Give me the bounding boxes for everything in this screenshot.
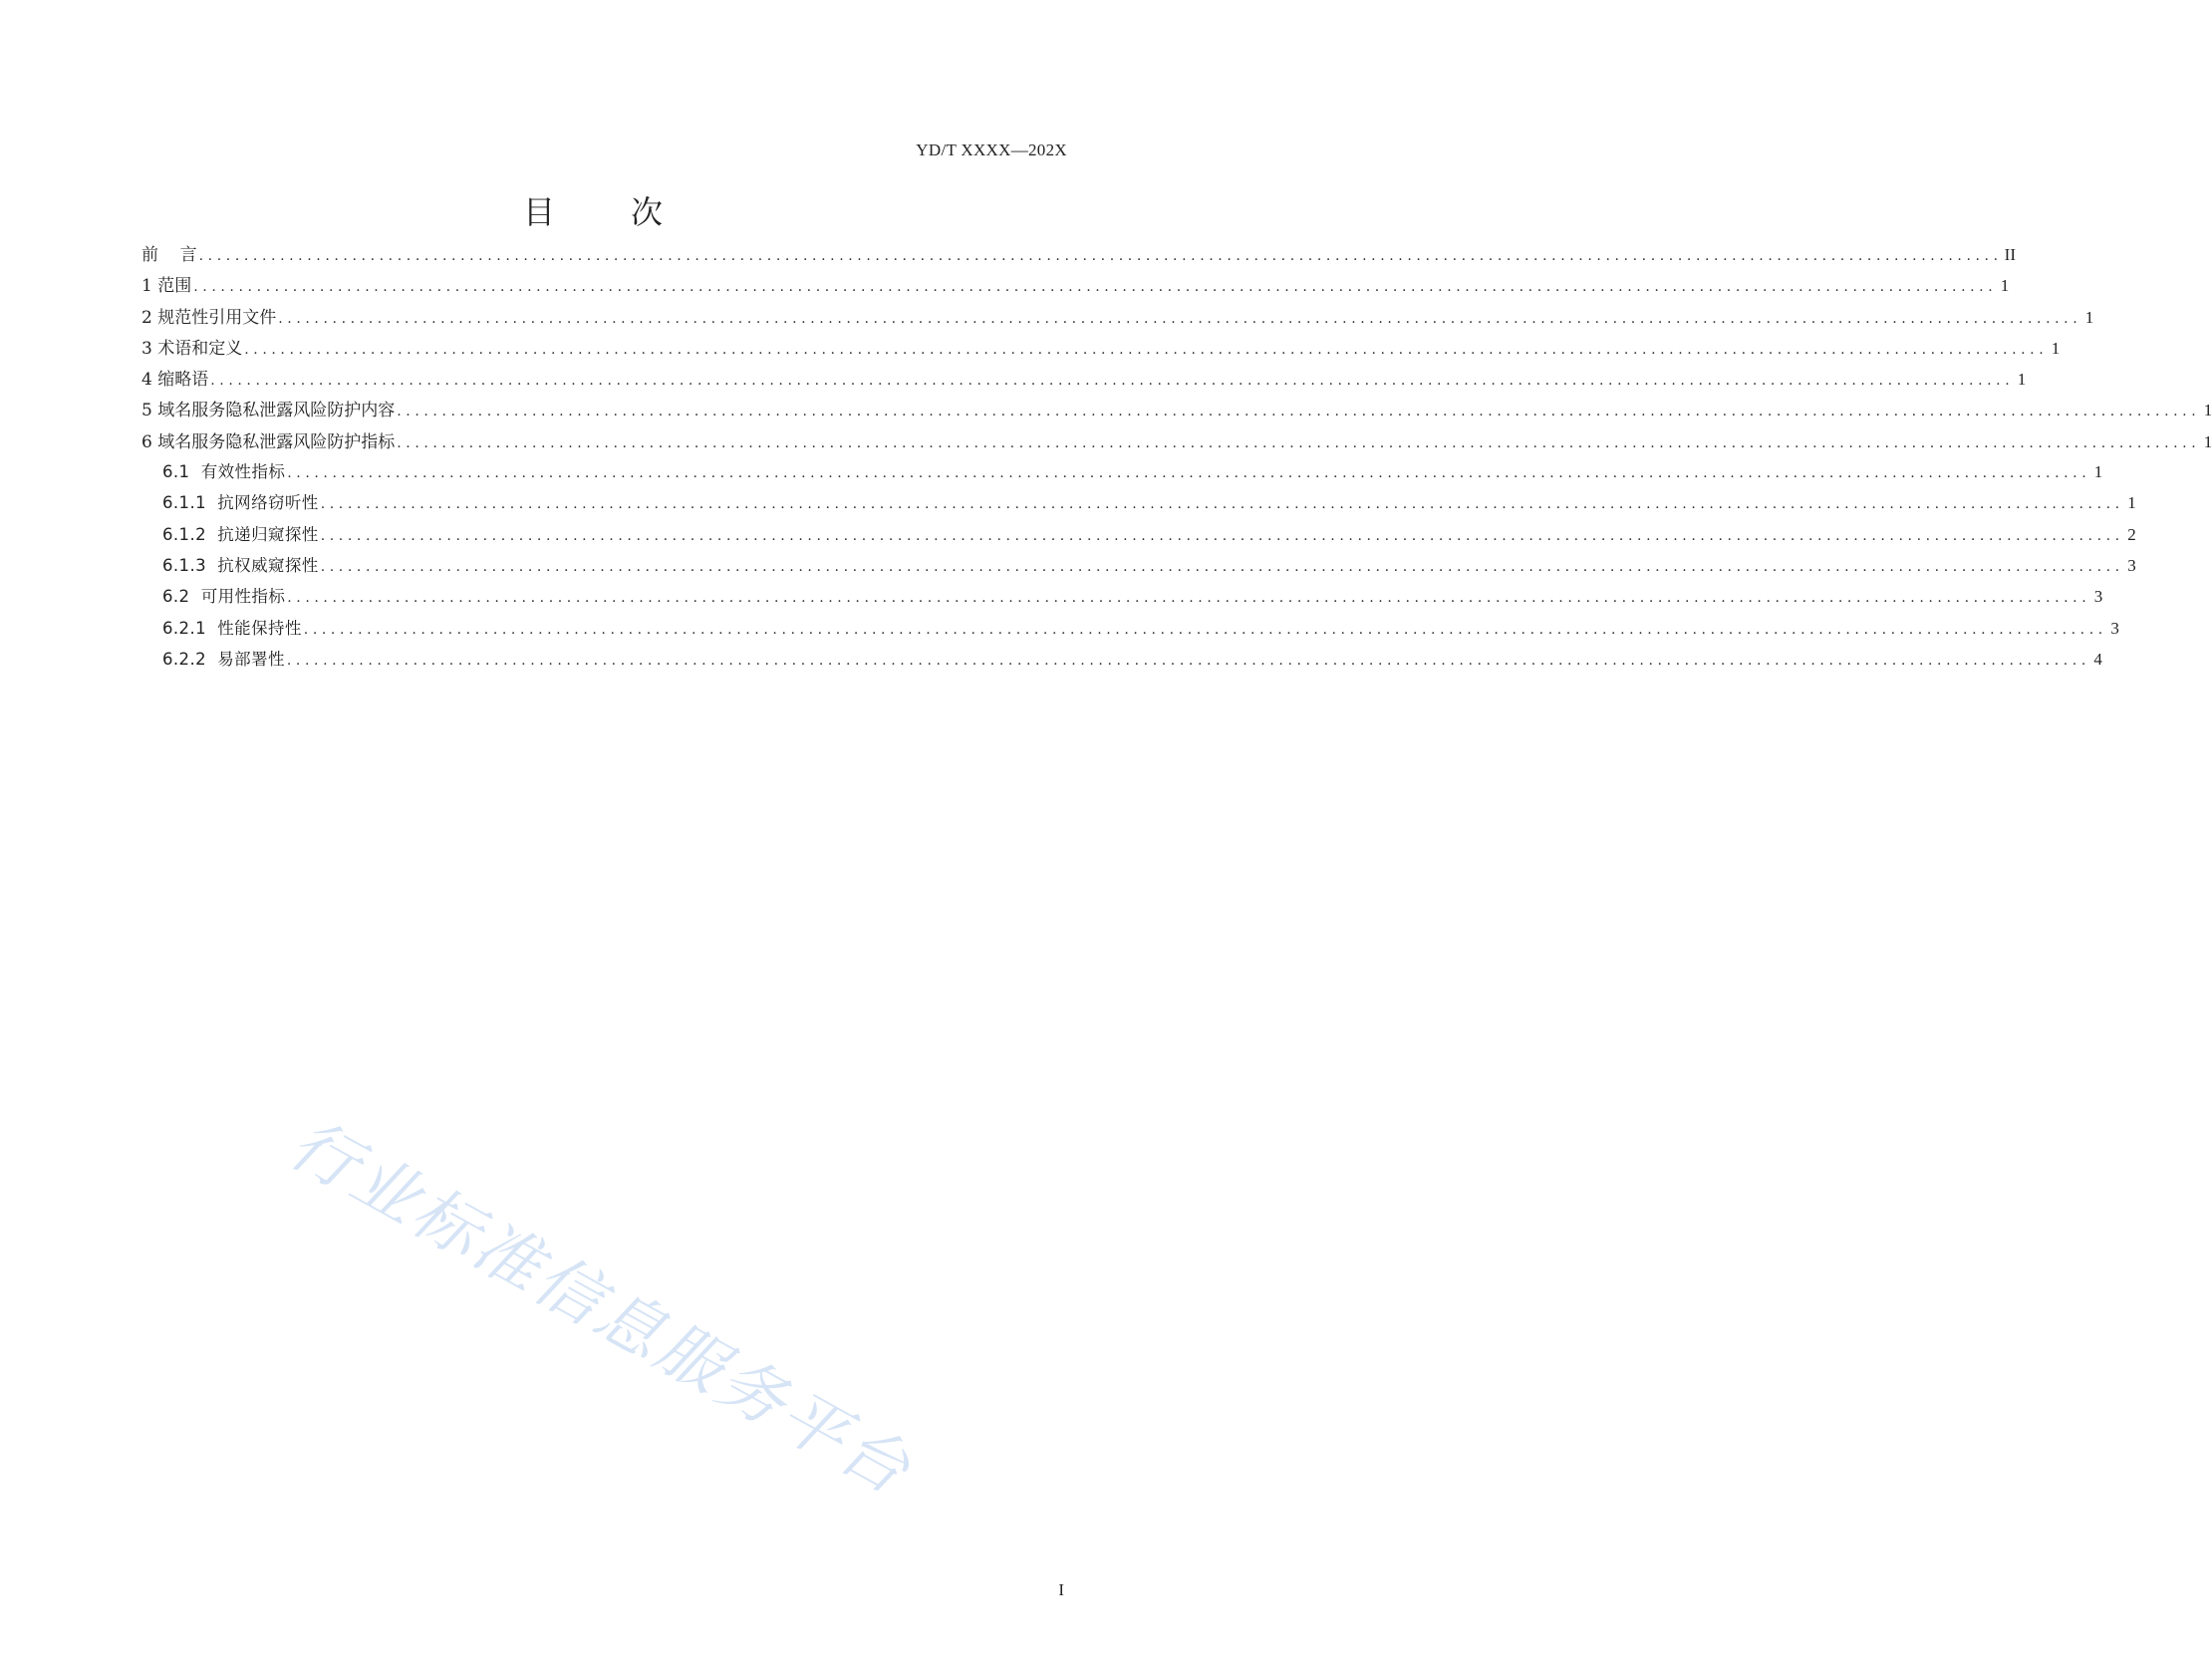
- watermark: 行业标准信息服务平台: [277, 1105, 925, 1511]
- toc-entry[interactable]: [141, 303, 2094, 334]
- toc-dot-leader: ........................................................................................................................................................................................................: [303, 621, 2107, 638]
- toc-entry-label: 6.2.1 性能保持性: [162, 618, 302, 638]
- toc-dot-leader: ........................................................................................................................................................................................................: [287, 465, 2091, 482]
- toc-dot-leader: ........................................................................................................................................................................................................: [397, 404, 2201, 420]
- toc-entry[interactable]: [141, 427, 2212, 458]
- toc-entry[interactable]: [141, 489, 2136, 520]
- toc-dot-leader: ........................................................................................................................................................................................................: [278, 310, 2082, 327]
- toc-entry-page: 1: [2127, 493, 2136, 513]
- toc-entry-page: 1: [2051, 338, 2061, 358]
- toc-entry[interactable]: [141, 365, 2027, 396]
- toc-dot-leader: ........................................................................................................................................................................................................: [193, 279, 1998, 296]
- toc-entry-page: 3: [2127, 555, 2136, 575]
- toc-entry-label: 6.1 有效性指标: [162, 462, 286, 482]
- document-code: YD/T XXXX—202X: [916, 140, 1067, 159]
- toc-entry-page: 2: [2127, 524, 2136, 544]
- toc-entry-page: 1: [2203, 401, 2212, 420]
- toc-dot-leader: ........................................................................................................................................................................................................: [320, 558, 2124, 575]
- toc-dot-leader: ........................................................................................................................................................................................................: [286, 652, 2090, 669]
- toc-entry-label: 5 域名服务隐私泄露风险防护内容: [141, 401, 396, 421]
- toc-dot-leader: ........................................................................................................................................................................................................: [397, 434, 2201, 451]
- toc-entry-label: 6 域名服务隐私泄露风险防护指标: [141, 431, 396, 452]
- toc-entry[interactable]: [141, 334, 2061, 365]
- page-number: I: [1058, 1580, 1064, 1599]
- toc-entry[interactable]: [141, 396, 2212, 426]
- toc-entry-page: 1: [2017, 370, 2027, 390]
- toc-entry[interactable]: [141, 271, 2010, 302]
- toc-entry-page: 1: [2084, 307, 2094, 327]
- toc-entry[interactable]: [141, 615, 2119, 646]
- toc-entry-page: 1: [2000, 276, 2010, 296]
- toc-entry[interactable]: [141, 521, 2136, 552]
- toc-entry-label: 6.2 可用性指标: [162, 587, 286, 607]
- toc-entry-page: 1: [2093, 462, 2103, 482]
- toc-entry[interactable]: [141, 552, 2136, 583]
- toc-entry-page: 4: [2093, 649, 2102, 669]
- toc-entry-label: 6.1.3 抗权威窥探性: [162, 555, 319, 575]
- toc-entry[interactable]: [141, 646, 2102, 677]
- toc-dot-leader: ........................................................................................................................................................................................................: [320, 527, 2124, 544]
- toc-entry-page: 1: [2203, 431, 2212, 451]
- toc-dot-leader: ........................................................................................................................................................................................................: [287, 590, 2091, 607]
- toc-entry-label: 3 术语和定义: [141, 338, 243, 359]
- toc-entry-label: 2 规范性引用文件: [141, 307, 277, 328]
- toc-entry[interactable]: [141, 583, 2103, 614]
- toc-entry-label: 前 言: [141, 245, 197, 265]
- toc-entry-label: 6.1.1 抗网络窃听性: [162, 493, 319, 513]
- toc-title: [0, 187, 1186, 233]
- toc-entry-label: 6.2.2 易部署性: [162, 649, 285, 669]
- toc-dot-leader: ........................................................................................................................................................................................................: [320, 496, 2124, 513]
- table-of-contents: [141, 240, 2212, 677]
- toc-entry-label: 4 缩略语: [141, 370, 209, 391]
- toc-dot-leader: ........................................................................................................................................................................................................: [210, 373, 2015, 390]
- toc-entry-page: 3: [2110, 618, 2119, 638]
- toc-title-part1: 目: [522, 193, 555, 231]
- toc-entry-label: 6.1.2 抗递归窥探性: [162, 524, 319, 544]
- toc-entry[interactable]: [141, 240, 2016, 271]
- toc-entry-page: II: [2004, 245, 2016, 264]
- toc-entry-page: 3: [2093, 587, 2103, 607]
- toc-dot-leader: ........................................................................................................................................................................................................: [244, 341, 2049, 358]
- toc-dot-leader: ........................................................................................................................................................................................................: [198, 248, 2003, 264]
- toc-title-part2: 次: [631, 193, 664, 231]
- toc-entry[interactable]: [141, 458, 2103, 489]
- toc-entry-label: 1 范围: [141, 276, 192, 297]
